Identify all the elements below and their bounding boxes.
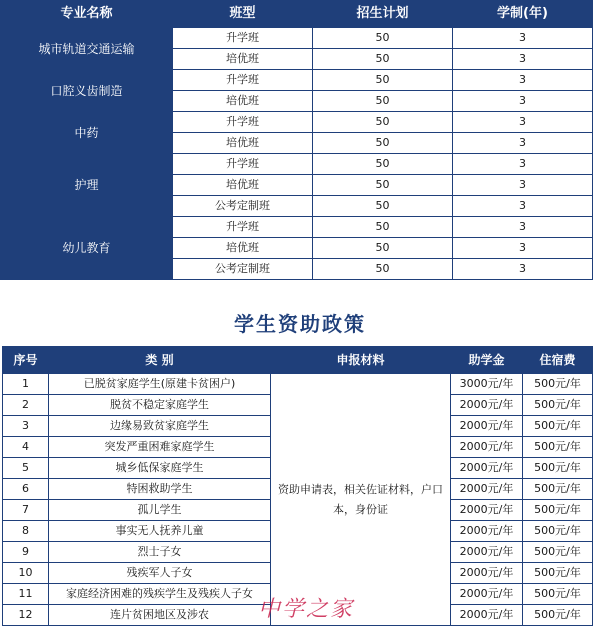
class-type: 培优班 bbox=[173, 238, 313, 259]
study-years: 3 bbox=[453, 49, 593, 70]
enrollment-body bbox=[1, 28, 593, 280]
row-index: 11 bbox=[3, 584, 49, 605]
aid-category: 家庭经济困难的残疾学生及残疾人子女 bbox=[49, 584, 271, 605]
plan-count: 50 bbox=[313, 196, 453, 217]
study-years: 3 bbox=[453, 91, 593, 112]
study-years: 3 bbox=[453, 259, 593, 280]
table-row bbox=[1, 28, 593, 49]
class-type: 升学班 bbox=[173, 70, 313, 91]
study-years: 3 bbox=[453, 217, 593, 238]
accommodation-fee: 500元/年 bbox=[523, 521, 593, 542]
accommodation-fee: 500元/年 bbox=[523, 563, 593, 584]
aid-category: 城乡低保家庭学生 bbox=[49, 458, 271, 479]
row-index: 8 bbox=[3, 521, 49, 542]
aid-policy-table bbox=[2, 346, 593, 626]
row-index: 7 bbox=[3, 500, 49, 521]
accommodation-fee: 500元/年 bbox=[523, 605, 593, 626]
study-years: 3 bbox=[453, 112, 593, 133]
grant-amount: 2000元/年 bbox=[451, 479, 523, 500]
aid-category: 残疾军人子女 bbox=[49, 563, 271, 584]
watermark-logo: 中学之家 bbox=[258, 597, 355, 622]
header-class-type: 班型 bbox=[173, 1, 313, 28]
study-years: 3 bbox=[453, 154, 593, 175]
plan-count: 50 bbox=[313, 70, 453, 91]
study-years: 3 bbox=[453, 196, 593, 217]
grant-amount: 2000元/年 bbox=[451, 416, 523, 437]
aid-header-row bbox=[3, 347, 593, 374]
study-years: 3 bbox=[453, 28, 593, 49]
grant-amount: 2000元/年 bbox=[451, 542, 523, 563]
plan-count: 50 bbox=[313, 154, 453, 175]
grant-amount: 2000元/年 bbox=[451, 521, 523, 542]
class-type: 培优班 bbox=[173, 91, 313, 112]
header-years: 学制(年) bbox=[453, 1, 593, 28]
aid-category: 烈士子女 bbox=[49, 542, 271, 563]
major-name: 护理 bbox=[1, 154, 173, 217]
aid-category: 特困救助学生 bbox=[49, 479, 271, 500]
study-years: 3 bbox=[453, 238, 593, 259]
accommodation-fee: 500元/年 bbox=[523, 542, 593, 563]
major-name: 中药 bbox=[1, 112, 173, 154]
row-index: 5 bbox=[3, 458, 49, 479]
row-index: 6 bbox=[3, 479, 49, 500]
plan-count: 50 bbox=[313, 133, 453, 154]
aid-policy-body bbox=[3, 374, 593, 626]
study-years: 3 bbox=[453, 133, 593, 154]
row-index: 4 bbox=[3, 437, 49, 458]
study-years: 3 bbox=[453, 70, 593, 91]
plan-count: 50 bbox=[313, 91, 453, 112]
plan-count: 50 bbox=[313, 112, 453, 133]
required-materials: 资助申请表，相关佐证材料，户口本，身份证 bbox=[271, 374, 451, 626]
accommodation-fee: 500元/年 bbox=[523, 395, 593, 416]
class-type: 培优班 bbox=[173, 133, 313, 154]
plan-count: 50 bbox=[313, 238, 453, 259]
aid-category: 孤儿学生 bbox=[49, 500, 271, 521]
table-row bbox=[1, 112, 593, 133]
grant-amount: 2000元/年 bbox=[451, 500, 523, 521]
aid-category: 突发严重困难家庭学生 bbox=[49, 437, 271, 458]
grant-amount: 2000元/年 bbox=[451, 584, 523, 605]
class-type: 培优班 bbox=[173, 49, 313, 70]
aid-category: 已脱贫家庭学生(原建卡贫困户) bbox=[49, 374, 271, 395]
plan-count: 50 bbox=[313, 175, 453, 196]
major-name: 幼儿教育 bbox=[1, 217, 173, 280]
row-index: 3 bbox=[3, 416, 49, 437]
class-type: 升学班 bbox=[173, 217, 313, 238]
plan-count: 50 bbox=[313, 259, 453, 280]
row-index: 12 bbox=[3, 605, 49, 626]
enrollment-header-row bbox=[1, 1, 593, 28]
header-grant: 助学金 bbox=[451, 347, 523, 374]
table-row bbox=[1, 217, 593, 238]
grant-amount: 2000元/年 bbox=[451, 395, 523, 416]
table-row bbox=[1, 70, 593, 91]
accommodation-fee: 500元/年 bbox=[523, 584, 593, 605]
header-plan: 招生计划 bbox=[313, 1, 453, 28]
header-major: 专业名称 bbox=[1, 1, 173, 28]
aid-category: 事实无人抚养儿童 bbox=[49, 521, 271, 542]
header-accommodation: 住宿费 bbox=[523, 347, 593, 374]
enrollment-table bbox=[0, 0, 593, 280]
row-index: 9 bbox=[3, 542, 49, 563]
grant-amount: 3000元/年 bbox=[451, 374, 523, 395]
header-category: 类 别 bbox=[49, 347, 271, 374]
class-type: 公考定制班 bbox=[173, 259, 313, 280]
accommodation-fee: 500元/年 bbox=[523, 437, 593, 458]
plan-count: 50 bbox=[313, 217, 453, 238]
grant-amount: 2000元/年 bbox=[451, 563, 523, 584]
grant-amount: 2000元/年 bbox=[451, 458, 523, 479]
header-index: 序号 bbox=[3, 347, 49, 374]
accommodation-fee: 500元/年 bbox=[523, 479, 593, 500]
row-index: 1 bbox=[3, 374, 49, 395]
plan-count: 50 bbox=[313, 28, 453, 49]
grant-amount: 2000元/年 bbox=[451, 437, 523, 458]
accommodation-fee: 500元/年 bbox=[523, 416, 593, 437]
study-years: 3 bbox=[453, 175, 593, 196]
header-materials: 申报材料 bbox=[271, 347, 451, 374]
class-type: 公考定制班 bbox=[173, 196, 313, 217]
table-row bbox=[1, 154, 593, 175]
accommodation-fee: 500元/年 bbox=[523, 374, 593, 395]
major-name: 城市轨道交通运输 bbox=[1, 28, 173, 70]
class-type: 升学班 bbox=[173, 112, 313, 133]
plan-count: 50 bbox=[313, 49, 453, 70]
table-row bbox=[3, 374, 593, 395]
aid-category: 边缘易致贫家庭学生 bbox=[49, 416, 271, 437]
aid-category: 连片贫困地区及涉农 bbox=[49, 605, 271, 626]
accommodation-fee: 500元/年 bbox=[523, 458, 593, 479]
accommodation-fee: 500元/年 bbox=[523, 500, 593, 521]
major-name: 口腔义齿制造 bbox=[1, 70, 173, 112]
grant-amount: 2000元/年 bbox=[451, 605, 523, 626]
row-index: 2 bbox=[3, 395, 49, 416]
class-type: 升学班 bbox=[173, 154, 313, 175]
aid-category: 脱贫不稳定家庭学生 bbox=[49, 395, 271, 416]
policy-title: 学生资助政策 bbox=[234, 312, 366, 336]
class-type: 升学班 bbox=[173, 28, 313, 49]
row-index: 10 bbox=[3, 563, 49, 584]
class-type: 培优班 bbox=[173, 175, 313, 196]
